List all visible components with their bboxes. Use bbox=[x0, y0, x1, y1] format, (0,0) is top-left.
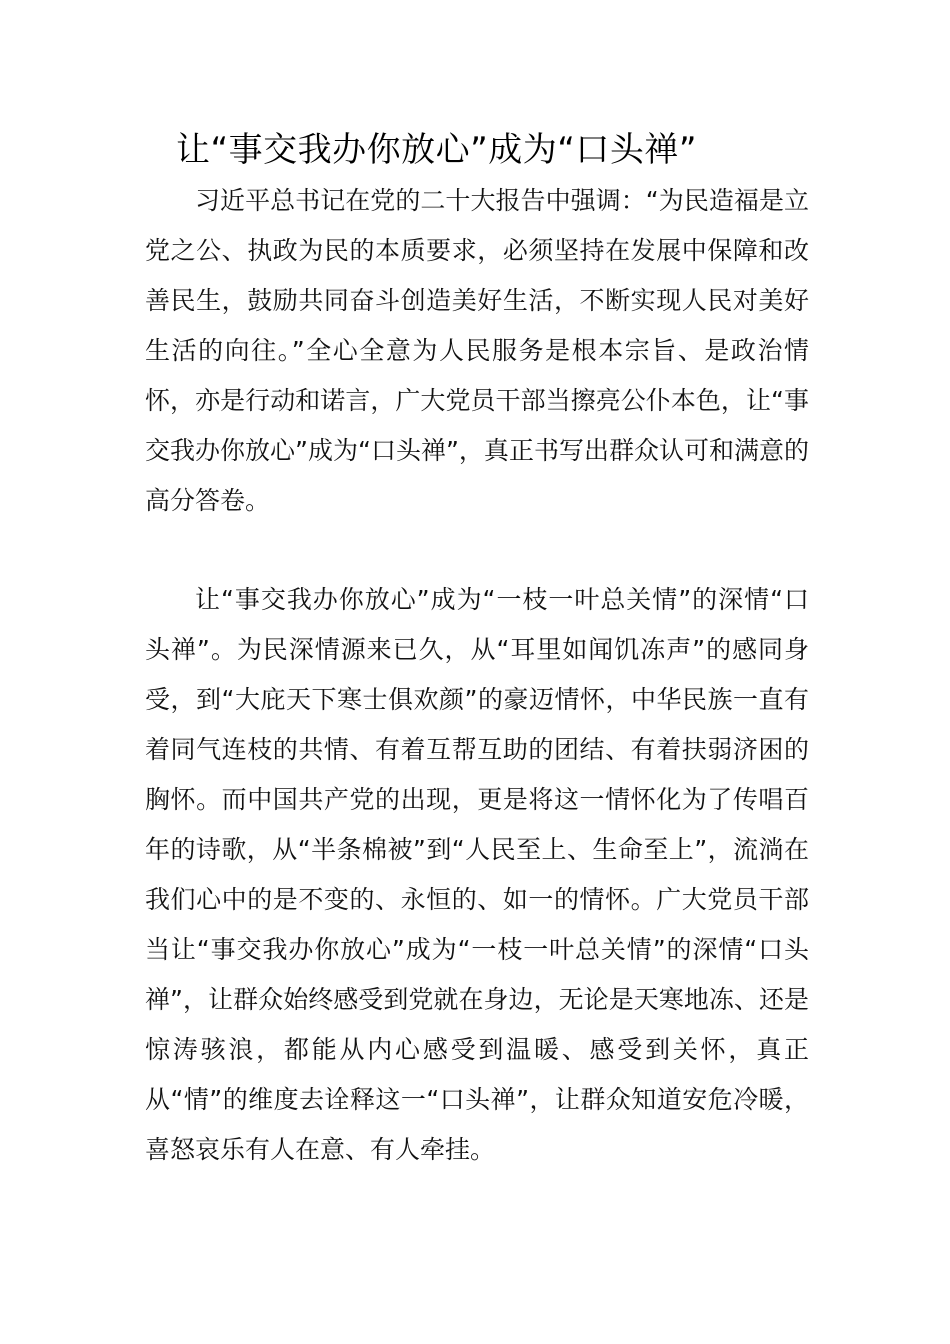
paragraph-intro: 习近平总书记在党的二十大报告中强调：“为民造福是立党之公、执政为民的本质要求，必须坚持在发展中保障和改善民生，鼓励共同奋斗创造美好生活，不断实现人民对美好生活的向往。”全心全意为人民服务是根本宗旨、是政治情怀，亦是行动和诺言，广大党员干部当擦亮公仆本色，让“事交我办你放心”成为“口头禅”，真正书写出群众认可和满意的高分答卷。 bbox=[145, 186, 809, 515]
paragraph-section-1: 让“事交我办你放心”成为“一枝一叶总关情”的深情“口头禅”。为民深情源来已久，从“耳里如闻饥冻声”的感同身受，到“大庇天下寒士俱欢颜”的豪迈情怀，中华民族一直有着同气连枝的共情、有着互帮互助的团结、有着扶弱济困的胸怀。而中国共产党的出现，更是将这一情怀化为了传唱百年的诗歌，从“半条棉被”到“人民至上、生命至上”，流淌在我们心中的是不变的、永恒的、如一的情怀。广大党员干部当让“事交我办你放心”成为“一枝一叶总关情”的深情“口头禅”，让群众始终感受到党就在身边，无论是天寒地冻、还是惊涛骇浪，都能从内心感受到温暖、感受到关怀，真正从“情”的维度去诠释这一“口头禅”，让群众知道安危冷暖，喜怒哀乐有人在意、有人牵挂。 bbox=[145, 585, 809, 1164]
document-title: 让“事交我办你放心”成为“口头禅” bbox=[176, 130, 697, 170]
